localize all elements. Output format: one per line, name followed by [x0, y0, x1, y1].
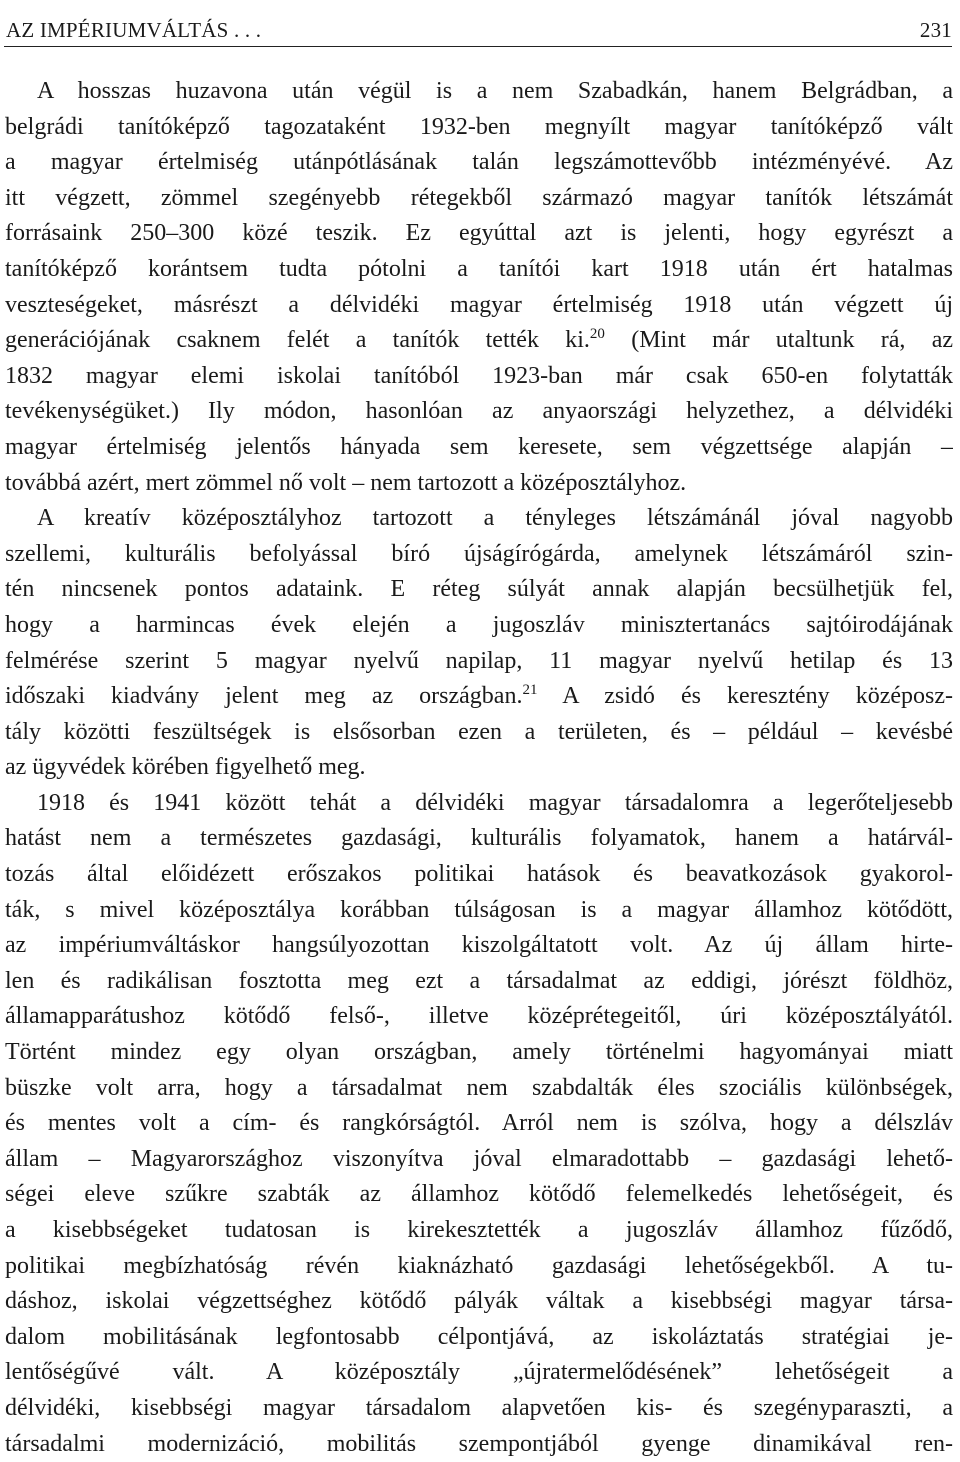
text-line [5, 572, 953, 608]
text-line-continuation: A zsidó és keresztény középosz- [537, 683, 953, 710]
text-line [5, 857, 953, 893]
text-line-content: politikai megbízhatóság révén kiaknázható gazdasági lehetőségekből. A tu- [5, 1252, 953, 1279]
text-line [5, 1320, 953, 1356]
text-line-content: a magyar értelmiség utánpótlásának talán legszámottevőbb intézményévé. Az [5, 149, 953, 176]
text-line-content: len és radikálisan fosztotta meg ezt a társadalmat az eddigi, jórészt földhöz, [5, 967, 953, 994]
text-line-content: hogy a harmincas évek elején a jugoszláv minisztertanács sajtóirodájának [5, 611, 953, 638]
text-line [5, 893, 953, 929]
text-line-content: A hosszas huzavona után végül is a nem Szabadkán, hanem Belgrádban, a [37, 78, 953, 104]
text-line [5, 537, 953, 573]
text-line-content: dalom mobilitásának legfontosabb célpontjává, az iskoláztatás stratégiai je- [5, 1323, 953, 1350]
text-line-content: belgrádi tanítóképző tagozataként 1932-ben megnyílt magyar tanítóképző vált [5, 113, 953, 140]
text-line-content: A kreatív középosztályhoz tartozott a tényleges létszámánál jóval nagyobb [37, 505, 953, 532]
text-line [5, 430, 953, 466]
text-line [5, 216, 953, 252]
text-line-content: veszteségeket, másrészt a délvidéki magyar értelmiség 1918 után végzett új [5, 291, 953, 318]
header-rule [4, 46, 952, 47]
text-line [5, 644, 953, 680]
text-line [5, 999, 953, 1035]
text-line [5, 1427, 953, 1462]
text-line [5, 359, 953, 395]
text-line [5, 252, 953, 288]
text-line-content: Történt mindez egy olyan országban, amely történelmi hagyományai miatt [5, 1039, 953, 1066]
text-line-content: dáshoz, iskolai végzettséghez kötődő pályák váltak a kisebbségi magyar társa- [5, 1288, 953, 1315]
text-line-content: tanítóképző korántsem tudta pótolni a tanítói kart 1918 után ért hatalmas [5, 255, 953, 282]
running-title: AZ IMPÉRIUMVÁLTÁS . . . [6, 18, 262, 42]
text-line [5, 928, 953, 964]
text-line [5, 394, 953, 430]
footnote-reference[interactable]: 21 [522, 682, 538, 699]
text-line-content: a kisebbségeket tudatosan is kirekesztették a jugoszláv államhoz fűződő, [5, 1217, 953, 1243]
page-number: 231 [919, 18, 952, 42]
text-line-content: délvidéki, kisebbségi magyar társadalom alapvetően kis- és szegényparaszti, a [5, 1394, 953, 1421]
text-line [5, 715, 953, 751]
text-line [5, 145, 953, 181]
text-line-content: magyar értelmiség jelentős hányada sem keresete, sem végzettsége alapján – [5, 433, 953, 460]
text-line [5, 1106, 953, 1142]
text-line-content: ták, s mivel középosztálya korábban túlságosan is a magyar államhoz kötődött, [5, 896, 953, 923]
text-line [5, 110, 953, 146]
text-line [5, 323, 953, 359]
text-line-content: állam – Magyarországhoz viszonyítva jóval elmaradottabb – gazdasági lehető- [5, 1145, 953, 1172]
text-line-content: és mentes volt a cím- és rangkórságtól. Arról nem is szólva, hogy a délszláv [5, 1110, 953, 1137]
text-line [5, 608, 953, 644]
text-line-content: lentőségűvé vált. A középosztály „újratermelődésének” lehetőségeit a [5, 1359, 953, 1386]
text-line [5, 1284, 953, 1320]
text-line-content: felmérése szerint 5 magyar nyelvű napilap, 11 magyar nyelvű hetilap és 13 [5, 647, 953, 674]
text-line-content: időszaki kiadvány jelent meg az országban. [5, 683, 523, 710]
text-line-content: 1918 és 1941 között tehát a délvidéki magyar társadalomra a legerőteljesebb [37, 789, 953, 816]
text-line [5, 679, 953, 715]
text-line-continuation: (Mint már utaltunk rá, az [604, 327, 953, 354]
running-header [6, 18, 952, 48]
text-line [5, 786, 953, 822]
text-line-content: az impériumváltáskor hangsúlyozottan kiszolgáltatott volt. Az új állam hirte- [5, 932, 953, 959]
text-line [5, 750, 953, 786]
text-line [5, 1142, 953, 1178]
text-line [5, 1213, 953, 1249]
text-line-content: tozás által előidézett erőszakos politikai hatások és beavatkozások gyakorol- [5, 861, 953, 888]
text-line-content: büszke volt arra, hogy a társadalmat nem szabdalták éles szociális különbségek, [5, 1074, 953, 1101]
text-line-content: tály közötti feszültségek is elsősorban ezen a területen, és – például – kevésbé [5, 718, 953, 745]
text-line-content: tén nincsenek pontos adataink. E réteg súlyát annak alapján becsülhetjük fel, [5, 576, 953, 603]
body-text [5, 74, 953, 1462]
text-line [5, 181, 953, 217]
text-line-content: hatást nem a természetes gazdasági, kulturális folyamatok, hanem a határvál- [5, 825, 953, 852]
text-line-content: társadalmi modernizáció, mobilitás szempontjából gyenge dinamikával ren- [5, 1430, 953, 1457]
text-line [5, 1249, 953, 1285]
text-line [5, 1035, 953, 1071]
text-line [5, 964, 953, 1000]
text-line-content: 1832 magyar elemi iskolai tanítóból 1923-ban már csak 650-en folytatták [5, 362, 953, 389]
text-line [5, 466, 953, 502]
text-line-content: tevékenységüket.) Ily módon, hasonlóan az anyaországi helyzethez, a délvidéki [5, 398, 953, 425]
text-line-content: ségei eleve szűkre szabták az államhoz kötődő felemelkedés lehetőségeit, és [5, 1181, 953, 1208]
text-line [5, 821, 953, 857]
text-line-content: az ügyvédek körében figyelhető meg. [5, 754, 366, 781]
text-line-content: szellemi, kulturális befolyással bíró újságírógárda, amelynek létszámáról szin- [5, 540, 953, 567]
text-line-content: generációjának csaknem felét a tanítók tették ki. [5, 327, 590, 354]
text-line [5, 74, 953, 110]
footnote-reference[interactable]: 20 [589, 326, 605, 343]
text-line-content: itt végzett, zömmel szegényebb rétegekből származó magyar tanítók létszámát [5, 184, 953, 211]
text-line [5, 501, 953, 537]
text-line [5, 1355, 953, 1391]
text-line-content: államapparátushoz kötődő felső-, illetve középrétegeitől, úri középosztályától. [5, 1003, 953, 1030]
text-line-content: továbbá azért, mert zömmel nő volt – nem tartozott a középosztályhoz. [5, 469, 687, 496]
text-line [5, 1071, 953, 1107]
text-line [5, 288, 953, 324]
text-line [5, 1177, 953, 1213]
text-line-content: forrásaink 250–300 közé teszik. Ez egyúttal azt is jelenti, hogy egyrészt a [5, 220, 953, 247]
